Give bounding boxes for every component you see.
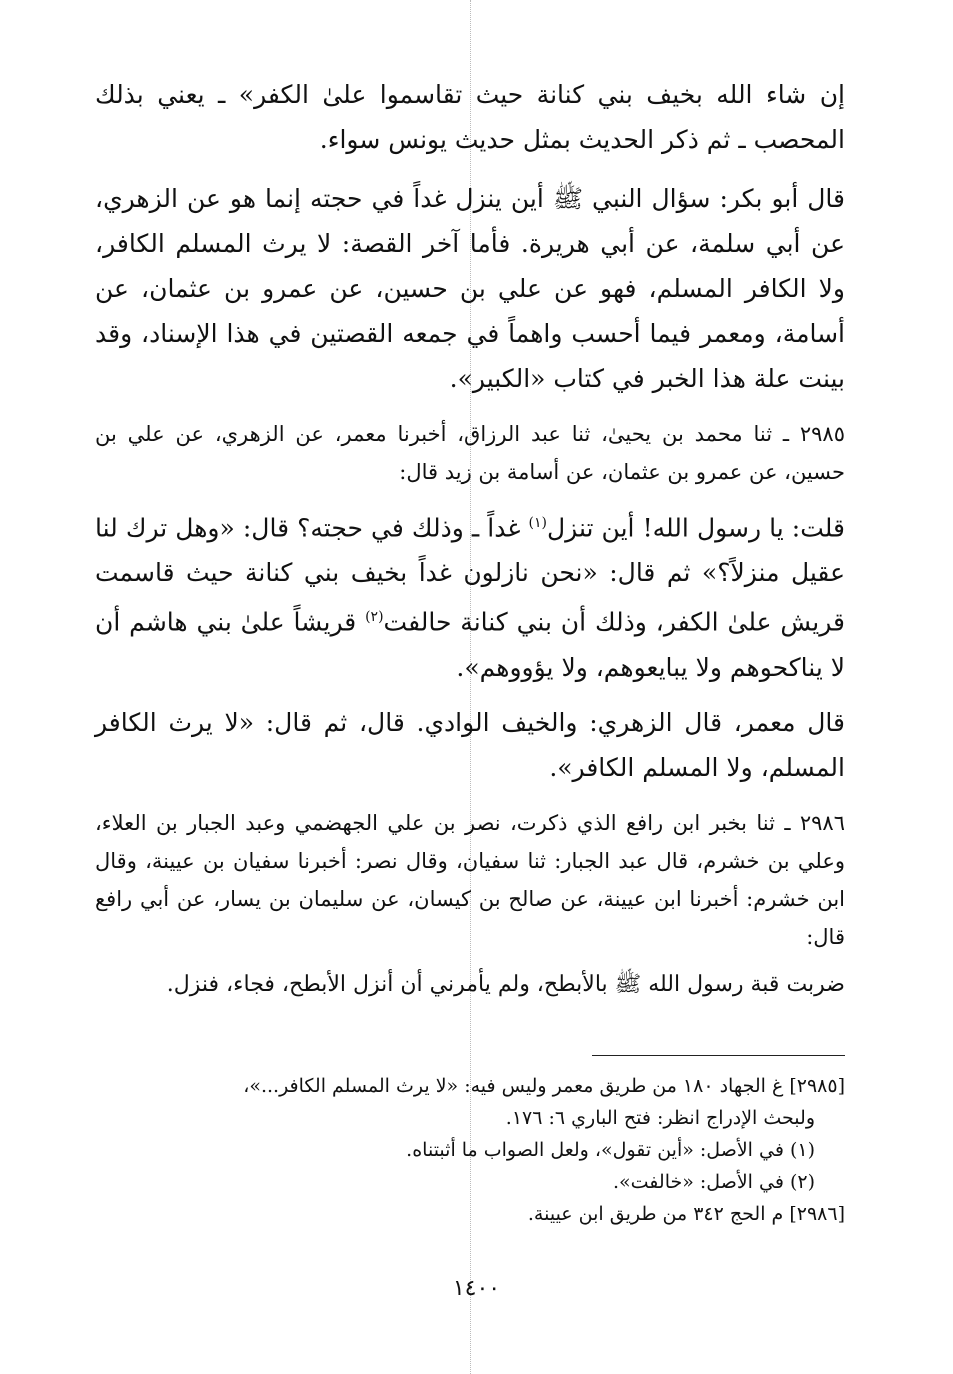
hadith-2986-matn: ضربت قبة رسول الله ﷺ بالأبطح، ولم يأمرني أن أنزل الأبطح، فجاء، فنزل. (166, 971, 845, 997)
footnote-2985: [٢٩٨٥] غ الجهاد ١٨٠ من طريق معمر وليس فيه: «لا يرث المسلم الكافر...»، (243, 1075, 845, 1097)
hadith-2985-text-part-2: غداً ـ وذلك في حجته؟ قال: «وهل ترك لنا عقيل منزلاً؟» ثم قال: «نحن نازلون غداً بخيف بني كنانة حيث قاسمت قريش علىٰ الكفر، وذلك أن بني كنانة حالفت (95, 513, 845, 637)
page-number: ١٤٠٠ (452, 1276, 501, 1301)
paragraph-mamar-comment: قال معمر، قال الزهري: والخيف الوادي. قال، ثم قال: «لا يرث الكافر المسلم، ولا المسلم الكافر». (95, 707, 845, 782)
footnote-2986: [٢٩٨٦] م الحج ٣٤٢ من طريق ابن عيينة. (527, 1203, 845, 1225)
paragraph-abu-bakr-comment: قال أبو بكر: سؤال النبي ﷺ أين ينزل غداً في حجته إنما هو عن الزهري، عن أبي سلمة، عن أبي هريرة. فأما آخر القصة: لا يرث المسلم الكافر، ولا الكافر المسلم، فهو عن علي بن حسين، عن عمرو بن عثمان، عن أسامة، ومعمر فيما أحسب واهماً في جمعه القصتين في هذا الإسناد، وقد بينت علة هذا الخبر في كتاب «الكبير». (95, 184, 845, 393)
footnote-separator (592, 1055, 845, 1056)
hadith-2985-matn (95, 501, 845, 690)
footnotes (95, 1070, 845, 1230)
footnote-1: (١) في الأصل: «أين تقول»، ولعل الصواب ما أثبتناه. (406, 1139, 815, 1161)
paragraph-continuation: إن شاء الله بخيف بني كنانة حيث تقاسموا علىٰ الكفر» ـ يعني بذلك المحصب ـ ثم ذكر الحديث بمثل حديث يونس سواء. (95, 80, 845, 154)
hadith-2985-text-part-3: قريشاً علىٰ بني هاشم أن لا يناكحوهم ولا يبايعوهم، ولا يؤووهم». (95, 607, 845, 682)
hadith-2985-isnad: ٢٩٨٥ ـ ثنا محمد بن يحيىٰ، ثنا عبد الرزاق، أخبرنا معمر، عن الزهري، عن علي بن حسين، عن عمرو بن عثمان، عن أسامة بن زيد قال: (95, 422, 845, 484)
main-text (95, 72, 845, 1004)
footnote-2985-continuation: ولبحث الإدراج انظر: فتح الباري ٦: ١٧٦. (505, 1107, 815, 1129)
footnote-marker-1: (١) (528, 515, 547, 531)
footnote-marker-2: (٢) (365, 609, 384, 626)
hadith-2985-text-part-1: قلت: يا رسول الله! أين تنزل (547, 513, 845, 543)
hadith-2986-isnad: ٢٩٨٦ ـ ثنا بخبر ابن رافع الذي ذكرت، نصر بن علي الجهضمي وعبد الجبار بن العلاء، وعلي بن خشرم، قال عبد الجبار: ثنا سفيان، وقال نصر: أخبرنا سفيان بن عيينة، وقال ابن خشرم: أخبرنا ابن عيينة، عن صالح بن كيسان، عن سليمان بن يسار، عن أبي رافع قال: (95, 810, 845, 949)
footnote-2: (٢) في الأصل: «خالفت». (612, 1171, 815, 1193)
